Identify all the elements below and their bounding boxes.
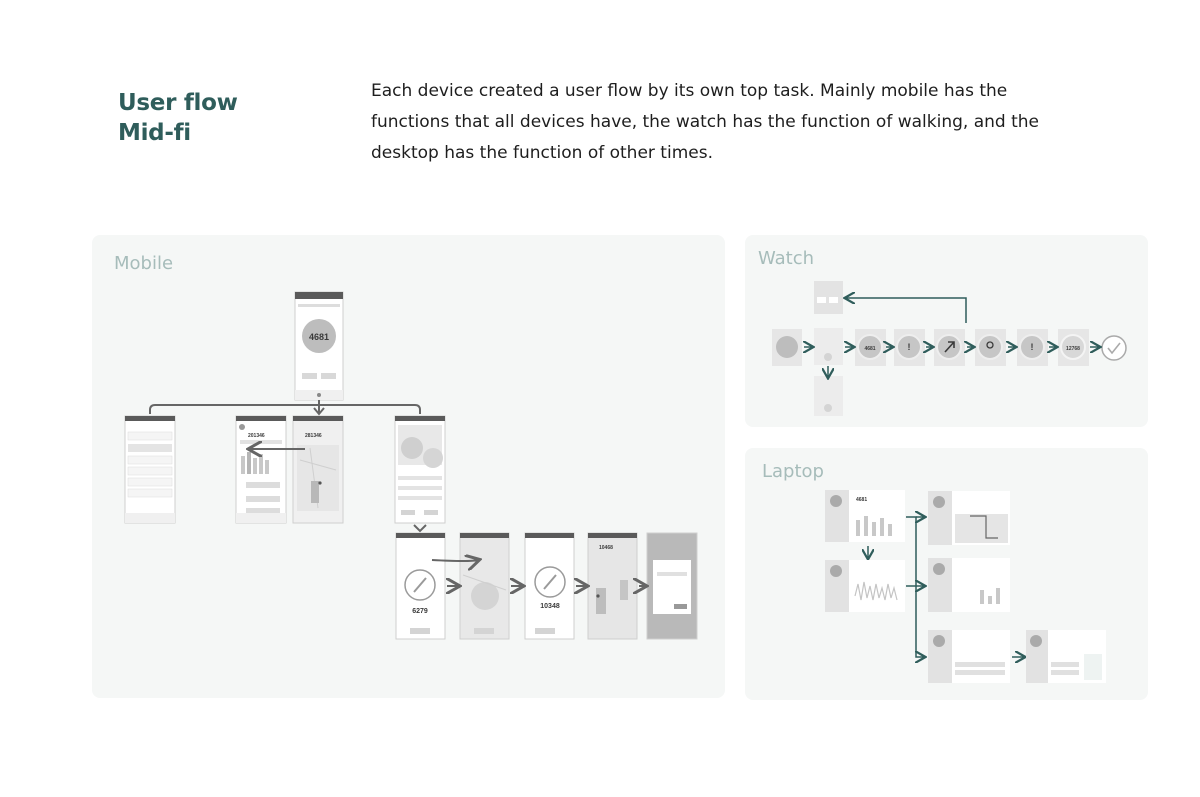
mobile-panel-label: Mobile <box>114 253 174 274</box>
svg-text:!: ! <box>1030 342 1034 352</box>
home-step-count: 4681 <box>308 332 330 342</box>
mobile-stats-screen <box>236 416 286 523</box>
mobile-home-screen <box>295 292 343 400</box>
watch-goal-value: 12768 <box>1066 346 1080 352</box>
mobile-walk-compass-screen <box>396 533 445 639</box>
watch-flow <box>772 281 1126 416</box>
stats-total-1: 201346 <box>248 433 265 439</box>
mobile-ranking-screen <box>125 416 175 523</box>
laptop-flow <box>825 490 1106 683</box>
mobile-walk-compass-screen-2 <box>525 533 574 639</box>
watch-ring-value: 4681 <box>864 346 876 352</box>
mobile-stats-map-screen <box>293 416 343 523</box>
mobile-walk-map-screen <box>460 533 509 639</box>
section-description: Each device created a user flow by its own top task. Mainly mobile has the functions that all devices have, the watch has the function of walking, and the desktop has the function of other times. <box>371 81 1039 163</box>
mobile-walk-route-screen <box>588 533 637 639</box>
title-line-mid-fi: Mid-fi <box>118 120 191 146</box>
mobile-result-dialog-screen <box>647 533 697 639</box>
svg-text:!: ! <box>907 342 911 352</box>
walk-steps-3: 10468 <box>599 545 613 551</box>
walk-steps-1: 6279 <box>412 608 428 615</box>
walk-steps-2: 10348 <box>540 603 560 610</box>
mobile-nearby-screen <box>395 416 445 523</box>
laptop-steps-1: 4681 <box>856 497 868 503</box>
watch-panel-label: Watch <box>758 248 815 269</box>
stats-total-2: 281346 <box>305 433 322 439</box>
title-line-user-flow: User flow <box>118 90 238 116</box>
laptop-panel-label: Laptop <box>762 461 824 482</box>
